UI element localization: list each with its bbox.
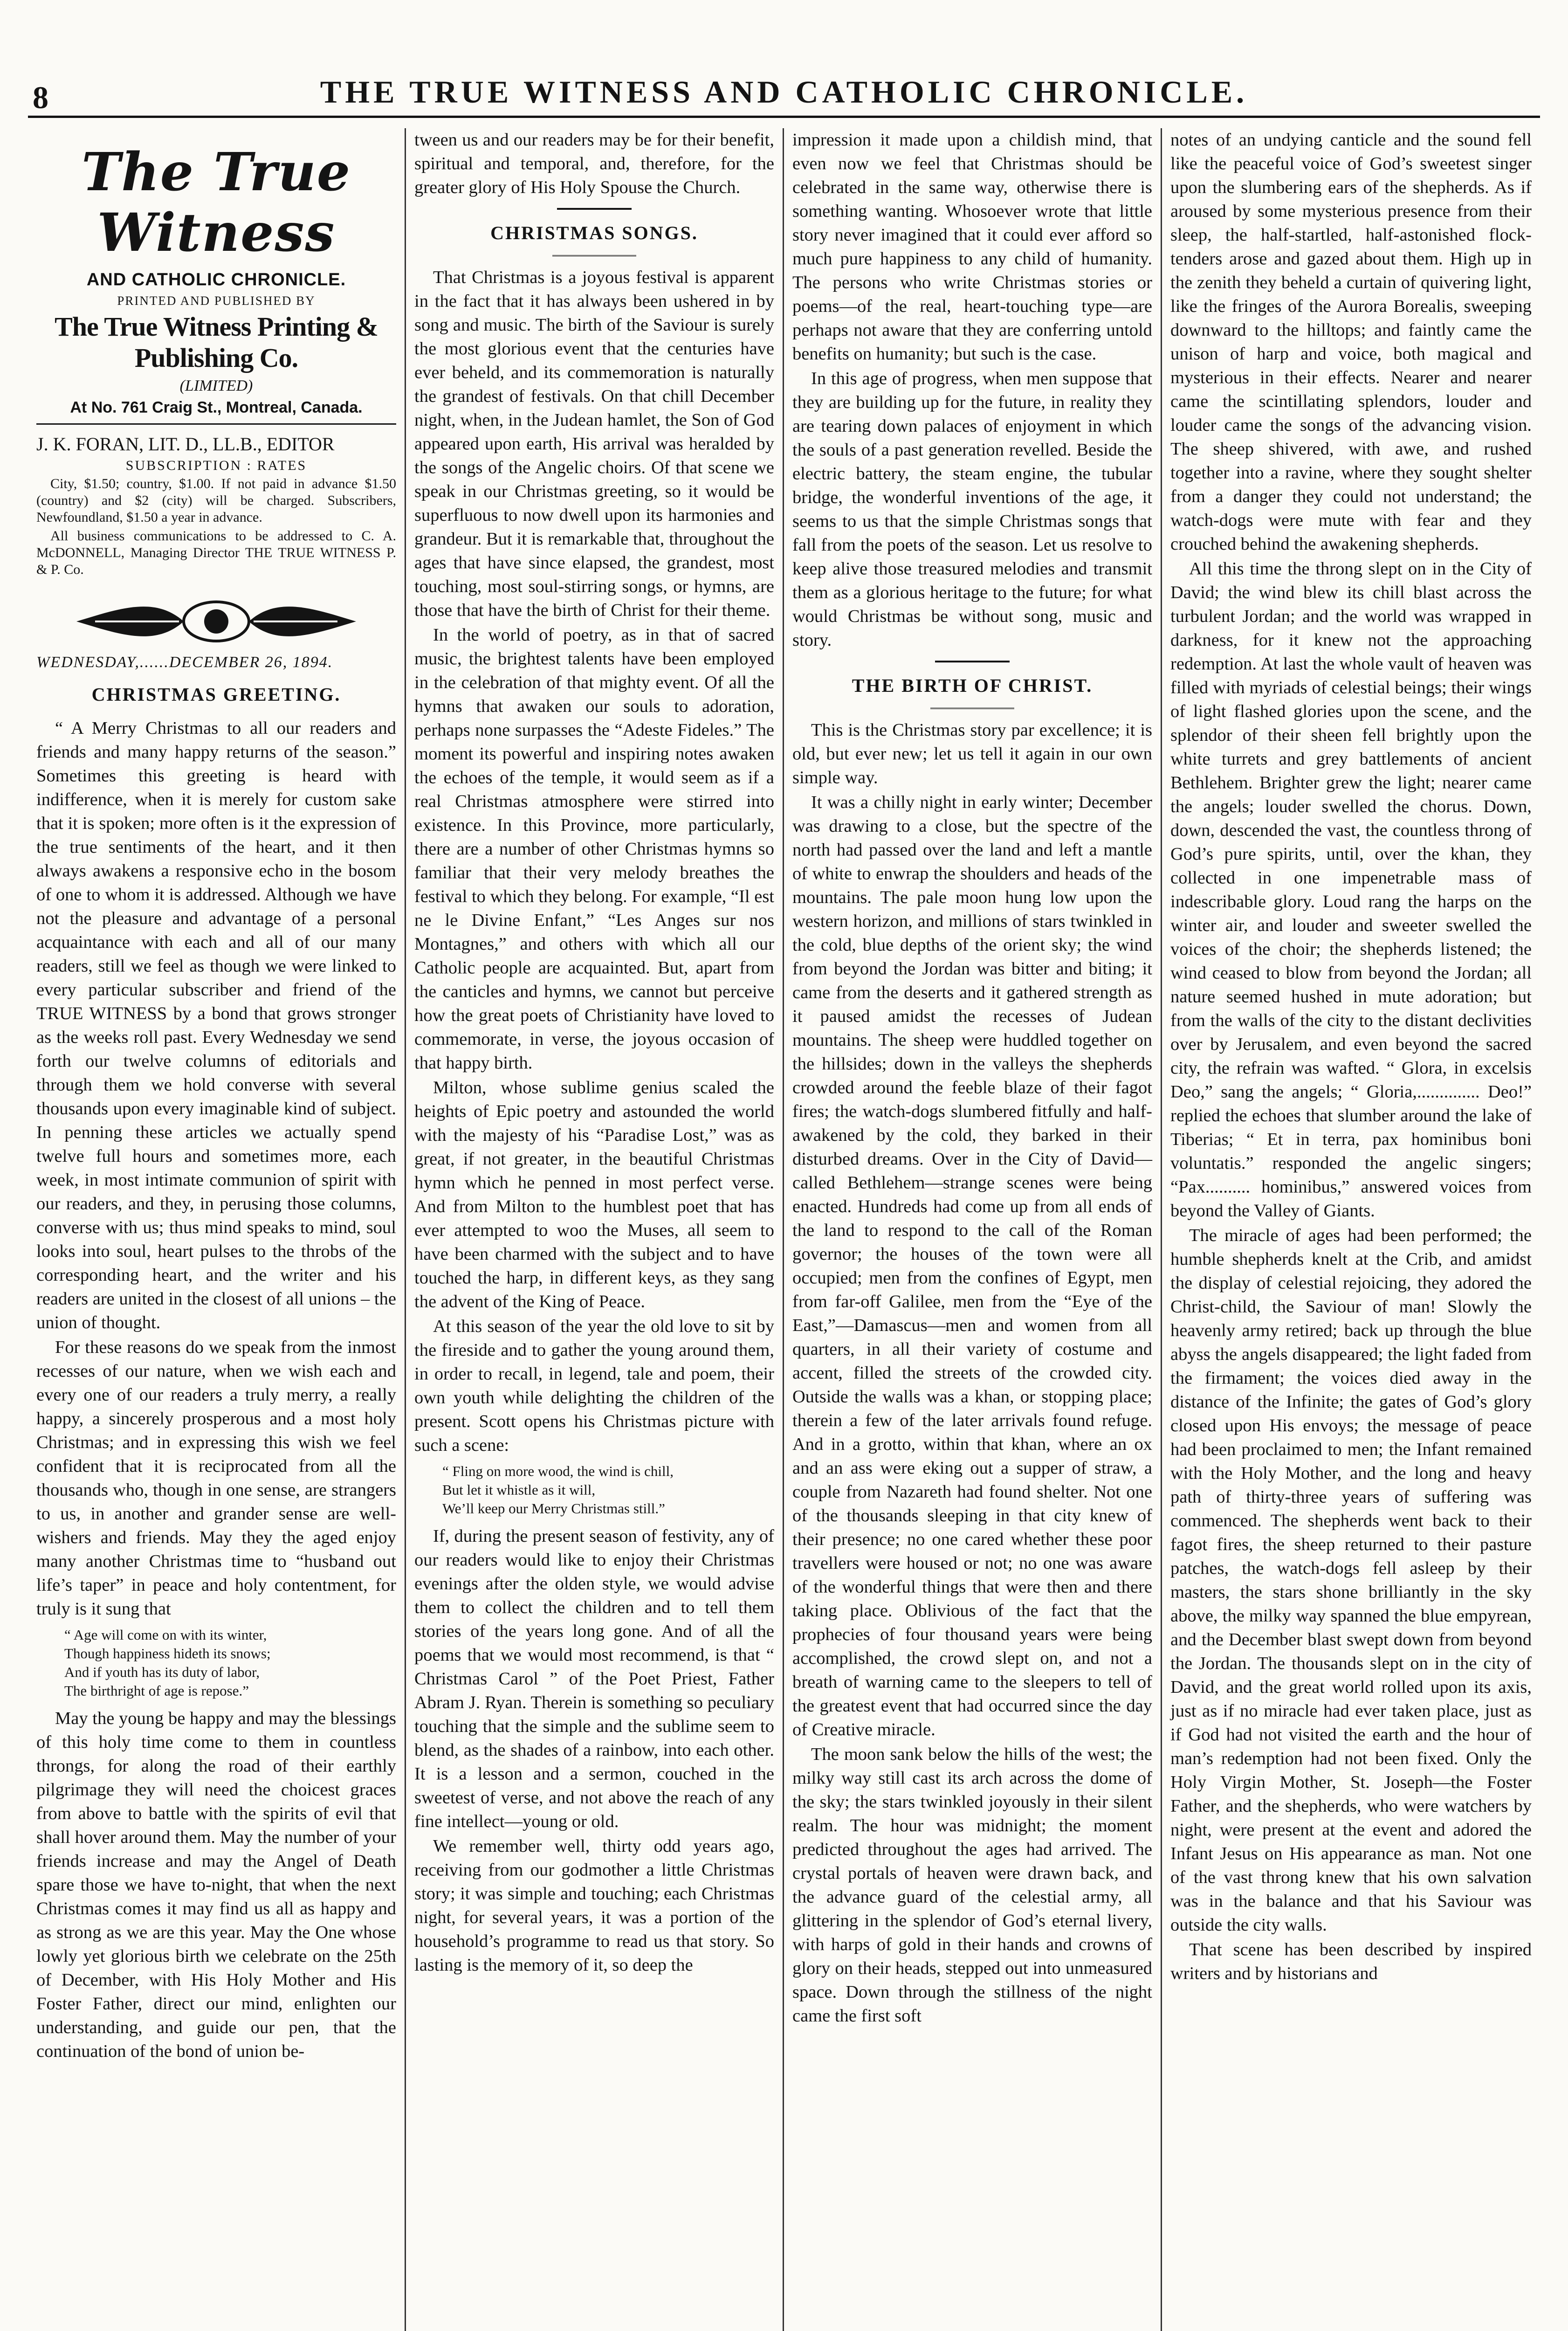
birth-paragraph: That scene has been described by inspired writers and by historians and	[1170, 1940, 1532, 1983]
running-title: THE TRUE WITNESS AND CATHOLIC CHRONICLE.	[320, 74, 1248, 110]
column-2	[406, 128, 784, 2331]
songs-paragraph: If, during the present season of festivity, any of our readers would like to enjoy their Christmas evenings after the olden style, we would advise them to collect the children and to tell them stories of the years long gone. And of all the poems that we would most recommend, is that “ Christmas Carol ” of the Poet Priest, Father Abram J. Ryan. Therein is something so peculiary touching that the simple and the sublime seem to blend, as the shades of a rainbow, into each other. It is a lesson and a sermon, couched in the sweetest of verse, and not above the reach of any fine intellect—young or old.	[414, 1526, 774, 1831]
masthead-editor: J. K. FORAN, LIT. D., LL.B., EDITOR	[36, 434, 335, 455]
songs-paragraph: In the world of poetry, as in that of sacred music, the brightest talents have been employed in the celebration of that mighty event. Of all the hymns that awaken our souls to adoration, perhaps none surpasses the “Adeste Fideles.” The moment its powerful and inspiring notes awaken the echoes of the temple, it would seem as if a real Christmas atmosphere were stirred into existence. In this Province, more particularly, there are a number of other Christmas hymns so familiar that their very melody breathes the festival to which they belong. For example, “Il est ne le Divine Enfant,” “Les Anges sur nos Montagnes,” and others with which all our Catholic people are acquainted. But, apart from the canticles and hymns, we cannot but perceive how the great poets of Christianity have loved to commemorate, in verse, the joyous occasion of that happy birth.	[414, 625, 774, 1073]
page-number: 8	[33, 80, 48, 115]
page-header	[28, 70, 1540, 121]
poem-line: “ Fling on more wood, the wind is chill,	[442, 1463, 674, 1479]
songs-paragraph: Milton, whose sublime genius scaled the heights of Epic poetry and astounded the world with the majesty of his “Paradise Lost,” was as great, if not greater, in the beautiful Christmas hymn which he penned in most perfect verse. And from Milton to the humblest poet that has ever attempted to woo the Muses, all seem to have been charmed with the subject and to have touched the harp, in different keys, as they sang the advent of the King of Peace.	[414, 1078, 774, 1311]
birth-paragraph: This is the Christmas story par excellence; it is old, but ever new; let us tell it again in our own simple way.	[792, 720, 1152, 787]
poem-line: And if youth has its duty of labor,	[64, 1664, 260, 1680]
headline-rule	[930, 708, 1014, 709]
masthead-address: At No. 761 Craig St., Montreal, Canada.	[70, 399, 363, 416]
poem-line: But let it whistle as it will,	[442, 1482, 596, 1498]
business-communications: All business communications to be addressed to C. A. McDONNELL, Managing Director THE TRUE WITNESS P. & P. Co.	[36, 528, 396, 577]
subscription-rates: City, $1.50; country, $1.00. If not paid in advance $1.50 (country) and $2 (city) will be charged. Subscribers, Newfoundland, $1.50 a year in advance.	[36, 476, 396, 525]
masthead-rule	[36, 423, 396, 425]
greeting-paragraph: tween us and our readers may be for their benefit, spiritual and temporal, and, therefore, for the greater glory of His Holy Spouse the Church.	[414, 130, 774, 197]
greeting-paragraph: May the young be happy and may the blessings of this holy time come to them in countless throngs, for along the road of their earthly pilgrimage they will need the choicest graces from above to battle with the spirits of evil that shall hover around them. May the number of your friends increase and may the Angel of Death spare those we have to-night, that when the next Christmas comes it may find us all as happy and as strong as we are this year. May the One whose lowly yet glorious birth we celebrate on the 25th of December, with His Holy Mother and His Foster Father, direct our mind, enlighten our understanding, and guide our pen, that the continuation of the bond of union be-	[36, 1709, 396, 2061]
songs-paragraph: In this age of progress, when men suppose that they are building up for the future, in reality they are tearing down palaces of enjoyment in which the souls of a past generation revelled. Beside the electric battery, the steam engine, the tubular bridge, the wonderful inventions of the age, it seems to us that the simple Christmas songs that fall from the poets of the season. Let us resolve to keep alive those treasured melodies and transmit them as a glorious heritage to the future; for what would Christmas be without song, music and story.	[792, 369, 1152, 650]
songs-paragraph: At this season of the year the old love to sit by the fireside and to gather the young around them, in order to recall, in legend, tale and poem, their own youth while delighting the children of the present. Scott opens his Christmas picture with such a scene:	[414, 1317, 774, 1455]
songs-paragraph: We remember well, thirty odd years ago, receiving from our godmother a little Christmas story; it was simple and touching; each Christmas night, for several years, it was a portion of the household’s programme to read us that story. So lasting is the memory of it, so deep the	[414, 1836, 774, 1975]
dateline: WEDNESDAY,......DECEMBER 26, 1894.	[36, 654, 333, 671]
header-rule	[28, 116, 1540, 118]
poem-line: The birthright of age is repose.”	[64, 1683, 249, 1699]
songs-headline: CHRISTMAS SONGS.	[490, 222, 698, 243]
article-divider	[935, 661, 1010, 662]
birth-paragraph: The miracle of ages had been performed; the humble shepherds knelt at the Crib, and amidst the display of celestial rejoicing, they adored the Christ-child, the Saviour of man! Slowly the heavenly army retired; back up through the blue abyss the angels disappeared; the light faded from the firmament; the voices died away in the distance of the Infinite; the gates of God’s glory closed upon His envoys; the message of peace had been proclaimed to men; the Infant remained with the Holy Mother, and the long and heavy path of thirty-three years of suffering was commenced. The shepherds went back to their fagot fires, the sheep returned to their pasture patches, the watch-dogs fell asleep by their masters, the stars shone brilliantly in the sky above, the milky way spanned the blue empyrean, and the December blast swept down from beyond the Jordan. The thousands slept on in the city of David, and the great world rolled upon its axis, just as if no miracle had ever taken place, just as if God had not visited the earth and the hour of man’s redemption had not been fixed. Only the Holy Virgin Mother, St. Joseph—the Foster Father, and the shepherds, who were watchers by night, were present at the event and adored the Infant Jesus on His appearance as man. Not one of the vast throng knew that his own salvation was in the balance and that his Saviour was outside the city walls.	[1170, 1226, 1532, 1935]
masthead-subtitle: AND CATHOLIC CHRONICLE.	[86, 270, 346, 290]
poem-line: “ Age will come on with its winter,	[64, 1627, 267, 1643]
birth-paragraph: The moon sank below the hills of the west; the milky way still cast its arch across the dome of the sky; the stars twinkled joyously in their silent realm. The hour was midnight; the moment predicted throughout the ages had arrived. The crystal portals of heaven were drawn back, and the advance guard of the celestial army, all glittering in the splendor of God’s eternal livery, with harps of gold in their hands and crowns of glory on their heads, stepped out into unmeasured space. Down through the stillness of the night came the first soft	[792, 1745, 1152, 2026]
true-witness-emblem-icon	[67, 596, 365, 647]
greeting-poem	[64, 1626, 396, 1700]
songs-poem	[442, 1462, 774, 1518]
masthead-limited: (LIMITED)	[179, 377, 253, 394]
masthead-title: The True Witness	[82, 142, 351, 263]
poem-line: Though happiness hideth its snows;	[64, 1645, 271, 1662]
poem-line: We’ll keep our Merry Christmas still.”	[442, 1500, 665, 1517]
birth-headline: THE BIRTH OF CHRIST.	[852, 675, 1093, 696]
greeting-paragraph: “ A Merry Christmas to all our readers and friends and many happy returns of the season.” Sometimes this greeting is heard with indifference, when it is merely for custom sake that it is spoken; more often is it the expression of the true sentiments of the heart, and it then always awakens a responsive echo in the bosom of one to whom it is addressed. Although we have not the pleasure and advantage of a personal acquaintance with each and all of our many readers, still we feel as though we were linked to every particular subscriber and friend of the TRUE WITNESS by a bond that grows stronger as the weeks roll past. Every Wednesday we send forth our twelve columns of editorials and through them we hold converse with several thousands upon every imaginable kind of subject. In penning these articles we actually spend twelve full hours and sometimes more, each week, in most intimate communion of spirit with our readers, and they, in perusing those columns, converse with us; thus mind speaks to mind, soul looks into soul, heart pulses to the throbs of the corresponding heart, and the writer and his readers are united in the closest of all unions – the union of thought.	[36, 718, 396, 1332]
birth-paragraph: All this time the throng slept on in the City of David; the wind blew its chill blast across the turbulent Jordan; and the world was wrapped in darkness, for it knew not the approaching redemption. At last the whole vault of heaven was filled with myriads of celestial beings; their wings of light flashed glories upon the scene, and the splendor of their sheen fell brightly upon the white turrets and grey battlements of ancient Bethlehem. Brighter grew the light; nearer came the angels; louder swelled the chorus. Down, down, descended the vast, the countless throng of God’s pure spirits, until, over the khan, they collected in one impenetrable mass of indescribable glory. Loud rang the harps on the winter air, and louder and sweeter swelled the voices of the choir; the shepherds listened; the wind ceased to blow from beyond the Jordan; all nature seemed hushed in mute adoration; but from the walls of the city to the distant declivities over by Jerusalem, and even beyond the sacred city, the refrain was wafted. “ Glora, in excelsis Deo,” sang the angels; “ Gloria,.............. Deo!” replied the echoes that slumber around the lake of Tiberias; “ Et in terra, pax hominibus boni voluntatis.” responded the angelic singers; “Pax.......... hominibus,” answered voices from beyond the Valley of Giants.	[1170, 559, 1532, 1221]
column-1	[28, 128, 406, 2331]
greeting-headline: CHRISTMAS GREETING.	[91, 684, 341, 705]
article-divider	[557, 208, 632, 210]
greeting-paragraph: For these reasons do we speak from the inmost recesses of our nature, when we wish each and every one of our readers a truly merry, a really happy, a sincerely prosperous and a most holy Christmas; and in expressing this wish we feel confident that it is reciprocated from all the thousands who, though in one sense, are strangers to us, in another and grander sense are well-wishers and friends. May they the aged enjoy many another Christmas time to “husband out life’s taper” in peace and holy contentment, for truly is it sung that	[36, 1338, 396, 1619]
birth-paragraph: It was a chilly night in early winter; December was drawing to a close, but the spectre of the north had passed over the land and left a mantle of white to enwrap the shoulders and heads of the mountains. The pale moon hung low upon the western horizon, and millions of stars twinkled in the cold, blue depths of the orient sky; the wind from beyond the Jordan was bitter and biting; it came from the deserts and it gathered strength as it paused amidst the recesses of Judean mountains. The sheep were huddled together on the hillsides; down in the valleys the shepherds crowded around the feeble blaze of their fagot fires; the watch-dogs slumbered fitfully and half-awakened by the cold, they barked in their disturbed dreams. Over in the City of David—called Bethlehem—strange scenes were being enacted. Hundreds had come up from all ends of the land to respond to the call of the Roman governor; the houses of the town were all occupied; men from the confines of Egypt, men from far-off Galilee, men from the “Eye of the East,”—Damascus—men and women from all quarters, in all their variety of costume and accent, filled the streets of the crowded city. Outside the walls was a khan, or stopping place; therein a few of the later arrivals found refuge. And in a grotto, within that khan, where an ox and an ass were eking out a supper of straw, a couple from Nazareth had found shelter. Not one of the thousands sleeping in that city knew of their presence; no one cared whether these poor travellers were housed or not; no one was aware of the wonderful things that were then and there taking place. Oblivious of the fact that the prophecies of four thousand years were being accomplished, the crowd slept on, and not a breath of warning came to the sleepers to tell of the greatest event that had occurred since the day of Creative miracle.	[792, 793, 1152, 1739]
masthead	[36, 142, 396, 671]
column-4	[1162, 128, 1540, 2331]
column-3	[784, 128, 1162, 2331]
masthead-printer: The True Witness Printing & Publishing Co.	[55, 311, 378, 373]
birth-paragraph: notes of an undying canticle and the sound fell like the peaceful voice of God’s sweetest singer upon the slumbering ears of the shepherds. As if aroused by some mysterious presence from their sleep, the half-startled, half-astonished flock-tenders arose and gazed about them. High up in the zenith they beheld a curtain of quivering light, like the fringes of the Aurora Borealis, sweeping downward to the hilltops; and faintly came the unison of harp and voice, both magical and mysterious in their effects. Nearer and nearer came the scintillating splendors, louder and louder came the songs of the advancing vision. The sheep shivered, with awe, and rushed together into a ravine, where they sought shelter from a danger they could not understand; the watch-dogs were mute with fear and they crouched behind the awakening shepherds.	[1170, 130, 1532, 554]
songs-paragraph: That Christmas is a joyous festival is apparent in the fact that it has always been ushered in by song and music. The birth of the Saviour is surely the most glorious event that the centuries have ever beheld, and its commemoration is naturally the grandest of festivals. On that chill December night, when, in the Judean hamlet, the Son of God appeared upon earth, His arrival was heralded by the songs of the Angelic choirs. Of that scene we speak in our Christmas greeting, so it would be superfluous to now dwell upon its harmonies and grandeur. But it is remarkable that, throughout the ages that have since elapsed, the grandest, most touching, most soul-stirring songs, or hymns, are those that have the birth of Christ for their theme.	[414, 268, 775, 620]
headline-rule	[552, 255, 636, 256]
masthead-printed-by: PRINTED AND PUBLISHED BY	[117, 294, 316, 308]
newspaper-columns	[28, 128, 1540, 2331]
songs-paragraph: impression it made upon a childish mind, that even now we feel that Christmas should be celebrated in the same way, otherwise there is something wanting. Whosoever wrote that little story never imagined that it could ever afford so much pure happiness to any child of humanity. The persons who write Christmas stories or poems—of the real, heart-touching type—are perhaps not aware that they are conferring untold benefits on humanity; but such is the case.	[792, 130, 1152, 364]
subscription-heading: SUBSCRIPTION : RATES	[125, 458, 307, 473]
